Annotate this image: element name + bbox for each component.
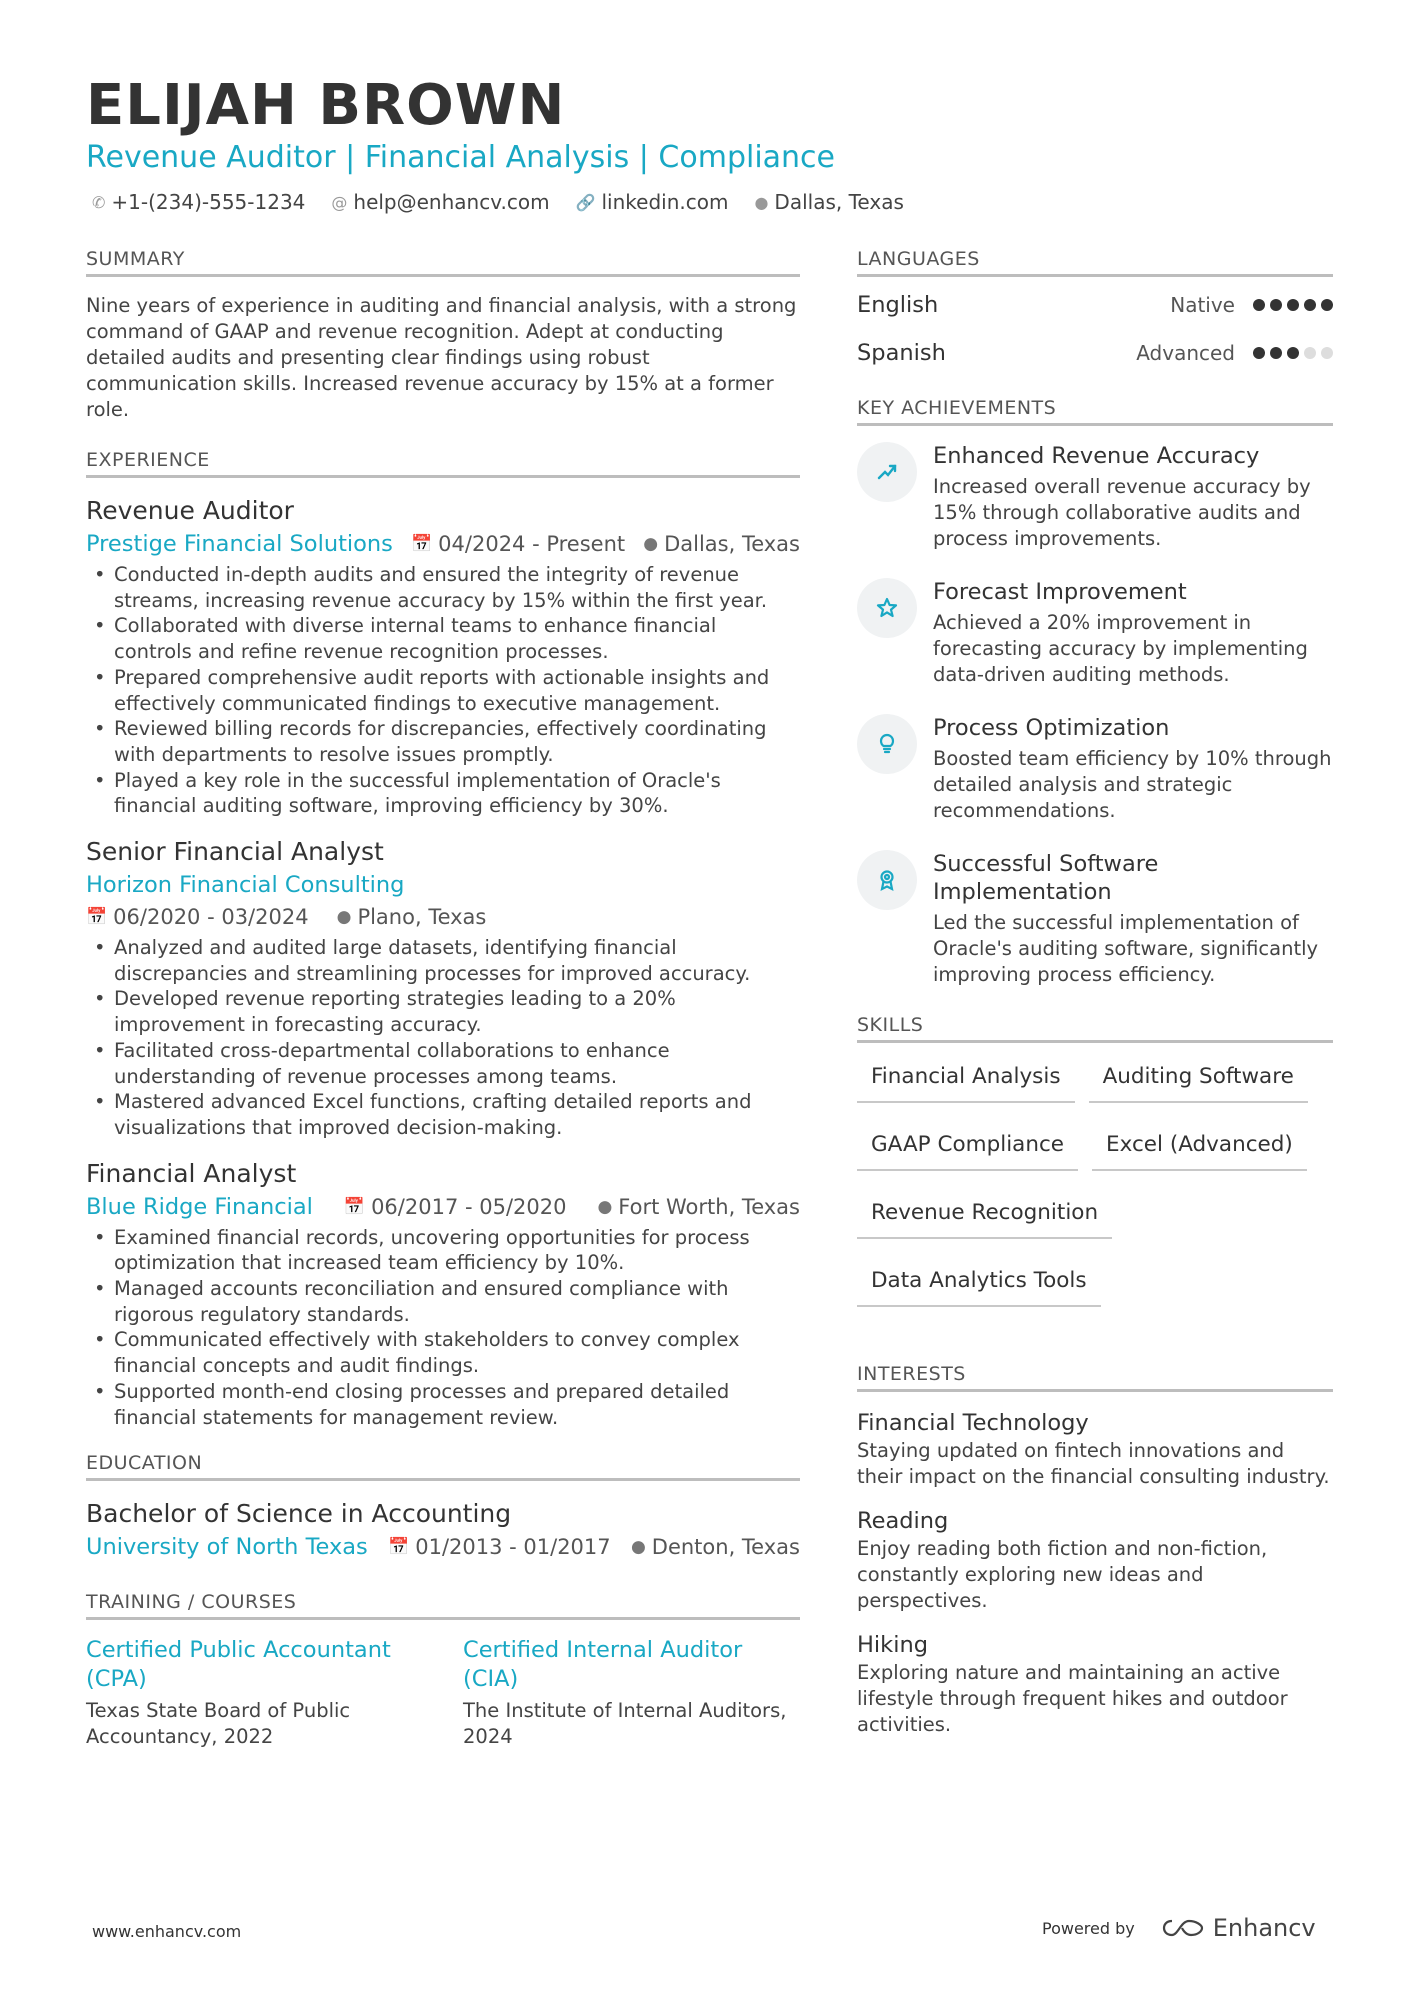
rating-dot — [1270, 299, 1282, 311]
language-name: Spanish — [857, 340, 946, 366]
at-icon: @ — [331, 192, 348, 212]
achievement-title: Enhanced Revenue Accuracy — [933, 443, 1260, 469]
summary-text: Nine years of experience in auditing and financial analysis, with a strong command of GAAP and revenue recognition. Adept at conducting detailed audits and presenting clear findings using robust communication skills. Increased revenue accuracy by 15% at a former role. — [86, 294, 797, 421]
email-text: help@enhancv.com — [353, 190, 550, 214]
job-location-text: Fort Worth, Texas — [618, 1194, 800, 1219]
education-meta — [86, 1531, 800, 1563]
bullet-item: • Supported month-end closing processes and prepared detailed financial statements for management review. — [86, 1379, 800, 1430]
achievement-item — [857, 714, 1333, 824]
rating-dots — [1253, 299, 1333, 311]
training-item — [463, 1636, 800, 1750]
training-list — [86, 1636, 800, 1750]
bullet-item: • Mastered advanced Excel functions, crafting detailed reports and visualizations that improved decision-making. — [86, 1089, 800, 1140]
footer-website[interactable]: www.enhancv.com — [92, 1922, 242, 1941]
interest-title: Reading — [857, 1508, 949, 1534]
job-bullets — [86, 562, 800, 819]
skills-section — [857, 1014, 1333, 1307]
training-section — [86, 1591, 800, 1750]
interest-title: Financial Technology — [857, 1410, 1089, 1436]
language-name: English — [857, 292, 939, 318]
achievement-title: Successful Software Implementation — [933, 851, 1159, 905]
location-text: Dallas, Texas — [774, 190, 904, 214]
achievement-desc: Increased overall revenue accuracy by 15% through collaborative audits and process improvements. — [933, 475, 1311, 550]
interests-section — [857, 1363, 1333, 1738]
company-name: Horizon Financial Consulting — [86, 872, 405, 899]
job-dates — [411, 528, 625, 560]
skill-tag: Excel (Advanced) — [1092, 1131, 1307, 1171]
training-heading: TRAINING / COURSES — [86, 1591, 800, 1620]
education-dates — [388, 1531, 611, 1563]
bullet-item: • Developed revenue reporting strategies leading to a 20% improvement in forecasting accuracy. — [86, 986, 800, 1037]
training-title: Certified Internal Auditor (CIA) — [463, 1637, 743, 1693]
right-column — [857, 248, 1333, 1754]
rating-dot — [1321, 299, 1333, 311]
job-dates-text: 04/2024 - Present — [438, 532, 626, 556]
summary-heading: SUMMARY — [86, 248, 800, 277]
bullet-item: • Collaborated with diverse internal teams to enhance financial controls and refine revenue recognition processes. — [86, 613, 800, 664]
job-bullets — [86, 1225, 800, 1431]
contact-bar — [92, 190, 904, 214]
location-pin-icon: ● — [643, 534, 659, 554]
school-name: University of North Texas — [86, 1534, 368, 1561]
rating-dot — [1304, 299, 1316, 311]
skill-tag: Financial Analysis — [857, 1063, 1075, 1103]
bullet-item: • Reviewed billing records for discrepancies, effectively coordinating with departments to resolve issues promptly. — [86, 716, 800, 767]
training-title: Certified Public Accountant (CPA) — [86, 1637, 391, 1693]
candidate-name: ELIJAH BROWN — [86, 73, 566, 138]
achievements-section — [857, 397, 1333, 988]
languages-heading: LANGUAGES — [857, 248, 1333, 277]
bullet-item: • Analyzed and audited large datasets, identifying financial discrepancies and streamlining processes for improved accuracy. — [86, 935, 800, 986]
bullet-item: • Managed accounts reconciliation and ensured compliance with rigorous regulatory standards. — [86, 1276, 800, 1327]
job-meta — [86, 1191, 800, 1223]
contact-phone[interactable] — [92, 190, 305, 214]
rating-dot — [1304, 347, 1316, 359]
interests-heading: INTERESTS — [857, 1363, 1333, 1392]
language-proficiency — [1136, 341, 1333, 365]
skill-tag: Revenue Recognition — [857, 1199, 1112, 1239]
left-column — [86, 248, 800, 1750]
enhancv-logo-icon — [1161, 1917, 1205, 1939]
job-title: Financial Analyst — [86, 1158, 297, 1188]
rating-dots — [1253, 347, 1333, 359]
language-level: Native — [1170, 293, 1235, 317]
job-bullets — [86, 935, 800, 1141]
rating-dot — [1287, 347, 1299, 359]
summary-section — [86, 248, 800, 423]
phone-text: +1-(234)-555-1234 — [111, 190, 306, 214]
calendar-icon: 📅 — [343, 1196, 366, 1217]
job-title: Senior Financial Analyst — [86, 837, 384, 867]
degree-title: Bachelor of Science in Accounting — [86, 1499, 512, 1529]
skill-tag: Auditing Software — [1089, 1063, 1308, 1103]
achievement-title: Forecast Improvement — [933, 579, 1187, 605]
job-dates-text: 06/2020 - 03/2024 — [113, 905, 309, 930]
experience-section — [86, 449, 800, 1430]
powered-by-text: Powered by — [1042, 1918, 1135, 1938]
job-location-text: Plano, Texas — [357, 905, 487, 930]
job-meta-dates — [86, 901, 800, 933]
language-proficiency — [1170, 293, 1333, 317]
skills-list — [857, 1063, 1333, 1307]
achievement-desc: Achieved a 20% improvement in forecasting accuracy by implementing data-driven auditing methods. — [933, 611, 1308, 686]
calendar-icon: 📅 — [388, 1537, 410, 1558]
job-dates — [344, 1191, 567, 1223]
interest-desc: Enjoy reading both fiction and non-fiction, constantly exploring new ideas and perspectives. — [857, 1537, 1268, 1612]
lightbulb-icon — [857, 714, 917, 774]
rating-dot — [1253, 347, 1265, 359]
interest-desc: Exploring nature and maintaining an active lifestyle through frequent hikes and outdoor activities. — [857, 1661, 1288, 1736]
job-meta — [86, 869, 800, 901]
skills-heading: SKILLS — [857, 1014, 1333, 1043]
education-section — [86, 1452, 800, 1563]
education-heading: EDUCATION — [86, 1452, 800, 1481]
achievement-item — [857, 442, 1333, 552]
training-item — [86, 1636, 423, 1750]
link-icon: 🔗 — [575, 192, 596, 212]
rating-dot — [1270, 347, 1282, 359]
brand-name: Enhancv — [1212, 1914, 1316, 1942]
star-icon — [857, 578, 917, 638]
phone-icon: ✆ — [92, 192, 106, 212]
job-location — [337, 901, 487, 933]
candidate-title: Revenue Auditor | Financial Analysis | Compliance — [86, 140, 836, 175]
education-dates-text: 01/2013 - 01/2017 — [415, 1535, 611, 1560]
bullet-item: • Communicated effectively with stakeholders to convey complex financial concepts and audit findings. — [86, 1327, 800, 1378]
skill-tag: Data Analytics Tools — [857, 1267, 1101, 1307]
calendar-icon: 📅 — [411, 534, 433, 554]
language-row — [857, 329, 1333, 377]
interest-desc: Staying updated on fintech innovations and their impact on the financial consulting industry. — [857, 1439, 1330, 1488]
location-pin-icon: ● — [336, 907, 352, 928]
job-entry — [86, 494, 800, 819]
language-level: Advanced — [1136, 341, 1235, 365]
contact-linkedin[interactable] — [576, 190, 729, 214]
rating-dot — [1287, 299, 1299, 311]
location-pin-icon: ● — [630, 1537, 646, 1558]
interest-title: Hiking — [857, 1632, 928, 1658]
trend-icon — [857, 442, 917, 502]
achievement-desc: Led the successful implementation of Oracle's auditing software, significantly improving process efficiency. — [933, 911, 1319, 986]
achievements-heading: KEY ACHIEVEMENTS — [857, 397, 1333, 426]
job-meta — [86, 528, 800, 560]
rating-dot — [1321, 347, 1333, 359]
brand-logo[interactable] — [1161, 1914, 1316, 1942]
skill-tag: GAAP Compliance — [857, 1131, 1078, 1171]
language-row — [857, 281, 1333, 329]
job-dates-text: 06/2017 - 05/2020 — [371, 1194, 567, 1219]
education-location — [631, 1531, 800, 1563]
training-desc: Texas State Board of Public Accountancy, 2022 — [86, 1699, 351, 1749]
contact-email[interactable] — [331, 190, 549, 214]
achievement-title: Process Optimization — [933, 715, 1170, 741]
achievement-desc: Boosted team efficiency by 10% through detailed analysis and strategic recommendations. — [933, 747, 1332, 822]
education-location-text: Denton, Texas — [651, 1535, 800, 1560]
languages-section — [857, 248, 1333, 377]
job-title: Revenue Auditor — [86, 496, 294, 525]
footer-branding — [1042, 1914, 1316, 1942]
company-name: Prestige Financial Solutions — [86, 531, 393, 557]
job-location — [597, 1191, 800, 1223]
job-entry — [86, 1157, 800, 1431]
bullet-item: • Conducted in-depth audits and ensured the integrity of revenue streams, increasing revenue accuracy by 15% within the first year. — [86, 562, 800, 613]
job-location — [643, 528, 800, 560]
achievement-item — [857, 850, 1333, 988]
calendar-icon: 📅 — [86, 907, 108, 928]
bullet-item: • Played a key role in the successful implementation of Oracle's financial auditing software, improving efficiency by 30%. — [86, 768, 800, 819]
rating-dot — [1253, 299, 1265, 311]
bullet-item: • Facilitated cross-departmental collaborations to enhance understanding of revenue processes among teams. — [86, 1038, 800, 1089]
contact-location — [754, 190, 903, 214]
award-icon — [857, 850, 917, 910]
job-dates — [86, 901, 309, 933]
bullet-item: • Prepared comprehensive audit reports with actionable insights and effectively communicated findings to executive management. — [86, 665, 800, 716]
job-location-text: Dallas, Texas — [664, 532, 800, 556]
achievement-item — [857, 578, 1333, 688]
experience-heading: EXPERIENCE — [86, 449, 800, 478]
bullet-item: • Examined financial records, uncovering opportunities for process optimization that increased team efficiency by 10%. — [86, 1225, 800, 1276]
location-pin-icon: ● — [597, 1196, 613, 1217]
job-entry — [86, 835, 800, 1141]
location-pin-icon: ● — [754, 192, 769, 212]
linkedin-text: linkedin.com — [601, 190, 729, 214]
training-desc: The Institute of Internal Auditors, 2024 — [463, 1699, 787, 1749]
company-name: Blue Ridge Financial — [86, 1193, 313, 1220]
